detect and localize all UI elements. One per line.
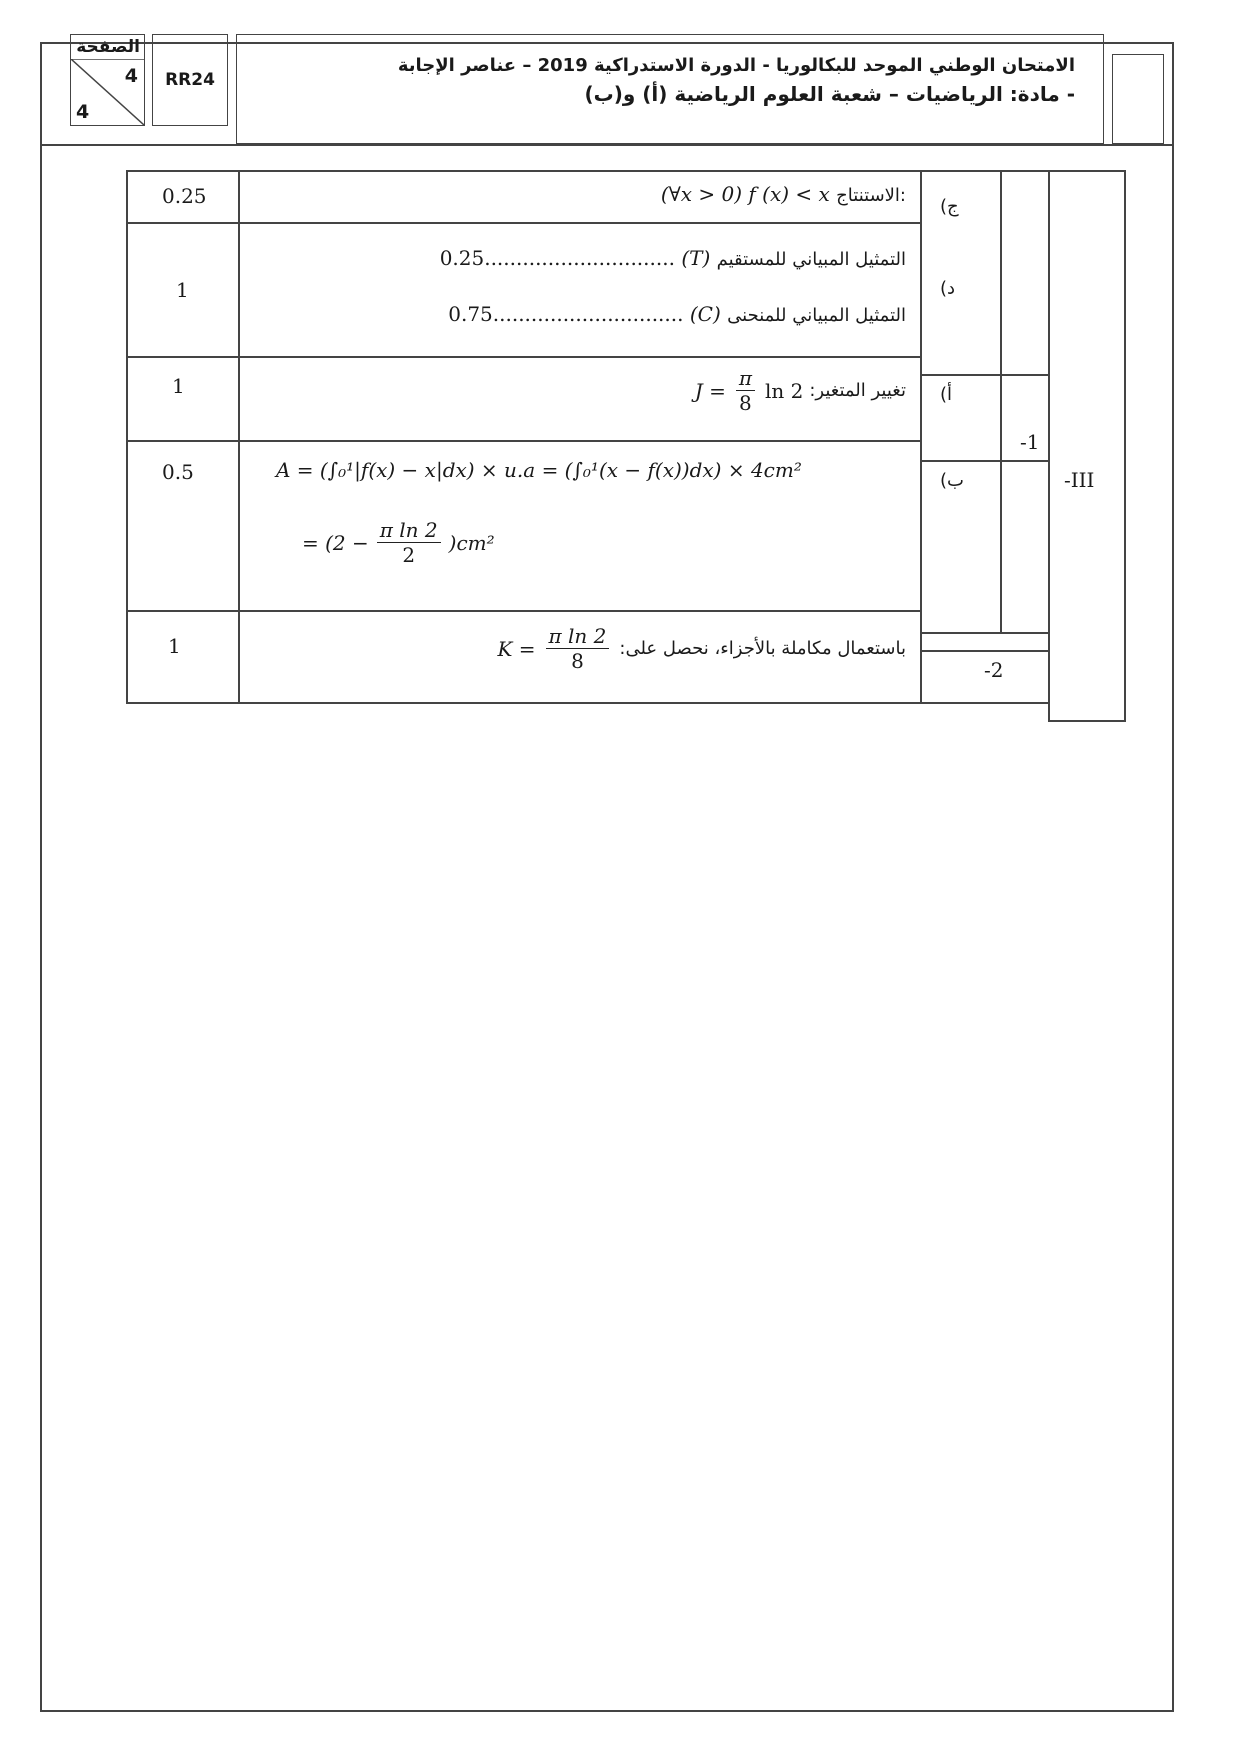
answer-text: التمثيل المبياني للمنحنى bbox=[727, 305, 906, 326]
answer-text: تغيير المتغير: bbox=[809, 380, 906, 401]
title-line-1: الامتحان الوطني الموحد للبكالوريا - الدورة الاستدراكية 2019 – عناصر الإجابة bbox=[397, 55, 1075, 76]
fraction-numerator: π bbox=[736, 366, 755, 391]
exam-code: RR24 bbox=[165, 70, 215, 90]
rule bbox=[920, 460, 1048, 462]
fraction-denominator: 8 bbox=[571, 649, 584, 673]
dots: .............................. bbox=[492, 302, 684, 326]
answer-cell bbox=[497, 624, 906, 673]
rule bbox=[126, 222, 920, 224]
header-rule bbox=[40, 144, 1174, 146]
fraction-numerator: π ln 2 bbox=[377, 518, 441, 543]
sub-score: 0.25 bbox=[439, 246, 485, 270]
score-cell: 0.5 bbox=[162, 460, 194, 484]
math-expression: (∀x > 0) f (x) < x bbox=[660, 182, 830, 206]
answer-cell bbox=[440, 246, 906, 270]
sub-question-label: -2 bbox=[984, 658, 1004, 682]
math-expression: ln 2 bbox=[764, 378, 804, 403]
math-expression: (T) bbox=[681, 246, 711, 270]
math-expression: )cm² bbox=[448, 530, 495, 555]
rule bbox=[1048, 170, 1050, 720]
rule bbox=[126, 356, 920, 358]
rule bbox=[1000, 170, 1002, 632]
score-cell: 0.25 bbox=[162, 184, 207, 208]
score-cell: 1 bbox=[168, 634, 181, 658]
sub-question-label: د) bbox=[940, 278, 956, 299]
sub-question-label: أ) bbox=[940, 384, 953, 405]
dots: .............................. bbox=[484, 246, 675, 270]
rule bbox=[126, 702, 1048, 704]
rule bbox=[920, 632, 1048, 634]
answer-text: الاستنتاج: bbox=[836, 185, 906, 206]
answer-table bbox=[126, 170, 1126, 730]
rule bbox=[920, 374, 1048, 376]
title-box bbox=[236, 34, 1104, 144]
rule bbox=[126, 170, 1126, 172]
rule bbox=[126, 170, 128, 702]
rule bbox=[1048, 720, 1126, 722]
answer-cell bbox=[448, 302, 906, 326]
page-current: 4 bbox=[124, 65, 138, 87]
score-cell: 1 bbox=[172, 374, 185, 398]
page-total: 4 bbox=[76, 101, 90, 123]
fraction bbox=[377, 518, 441, 567]
answer-cell bbox=[302, 518, 495, 567]
right-header-box bbox=[1112, 54, 1164, 144]
sub-question-label: ب) bbox=[940, 470, 964, 491]
fraction-denominator: 8 bbox=[739, 391, 752, 415]
answer-text: التمثيل المبياني للمستقيم bbox=[716, 249, 906, 270]
fraction-denominator: 2 bbox=[402, 543, 416, 567]
area-formula: A = (∫₀¹|f(x) − x|dx) × u.a = (∫₀¹(x − f(x))dx) × 4cm² bbox=[276, 458, 802, 482]
rule bbox=[920, 650, 1048, 652]
fraction bbox=[546, 624, 610, 673]
answer-cell bbox=[661, 182, 906, 206]
page-number-box bbox=[70, 34, 145, 126]
rule bbox=[1124, 170, 1126, 720]
exam-code-box bbox=[152, 34, 228, 126]
sub-score: 0.75 bbox=[448, 302, 493, 326]
section-label: -III bbox=[1064, 468, 1095, 492]
title-line-2: - مادة: الرياضيات – شعبة العلوم الرياضية (أ) و(ب) bbox=[584, 82, 1075, 106]
rule bbox=[238, 170, 240, 702]
rule bbox=[126, 440, 920, 442]
score-cell: 1 bbox=[176, 278, 189, 302]
math-expression: K = bbox=[497, 636, 536, 661]
rule bbox=[920, 170, 922, 702]
fraction-numerator: π ln 2 bbox=[546, 624, 610, 649]
rule bbox=[126, 610, 920, 612]
math-expression: (C) bbox=[689, 302, 721, 326]
answer-cell bbox=[695, 366, 906, 415]
math-expression: J = bbox=[694, 378, 726, 403]
part-label: -1 bbox=[1020, 430, 1040, 454]
math-expression: = (2 − bbox=[302, 530, 369, 555]
sub-question-label: ج) bbox=[940, 196, 959, 217]
page-label: الصفحة bbox=[76, 37, 140, 57]
answer-text: باستعمال مكاملة بالأجزاء، نحصل على: bbox=[619, 638, 906, 659]
fraction bbox=[736, 366, 755, 415]
